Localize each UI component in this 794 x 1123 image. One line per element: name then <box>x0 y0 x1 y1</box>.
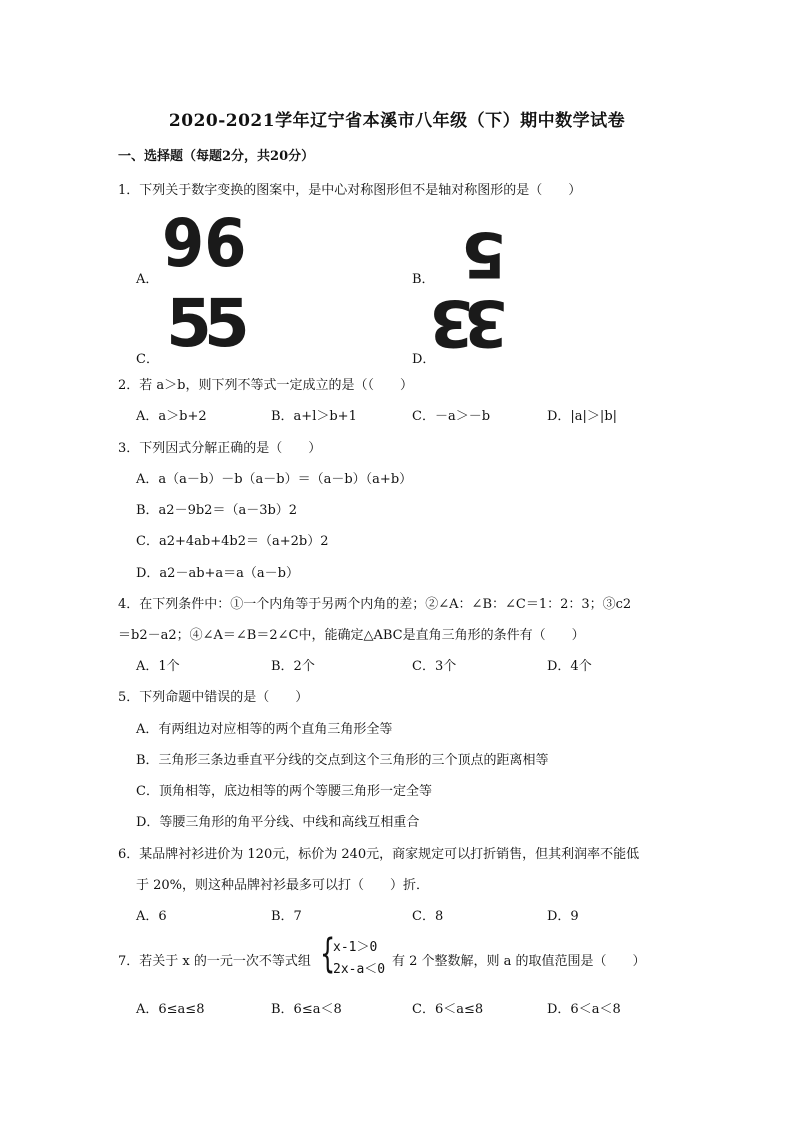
q4-option-d: D．4个 <box>547 659 592 674</box>
q6-option-a: A．6 <box>136 909 167 924</box>
q4-line-1: 4．在下列条件中：①一个内角等于另两个内角的差；②∠A：∠B：∠C＝1：2：3；③c2 <box>118 597 632 612</box>
q1-option-d-label: D． <box>412 352 436 367</box>
q4-option-c: C．3个 <box>412 659 457 674</box>
q1-stem: 1．下列关于数字变换的图案中，是中心对称图形但不是轴对称图形的是（ ） <box>118 183 582 198</box>
q4-line-2: ＝b2－a2；④∠A＝∠B＝2∠C中，能确定△ABC是直角三角形的条件有（ ） <box>118 628 585 643</box>
q1-option-d-figure <box>438 285 508 359</box>
q1-option-b-figure <box>407 218 507 291</box>
q4-option-a: A．1个 <box>136 659 180 674</box>
brace-icon: { <box>320 931 336 977</box>
q7-system-eq2: 2x-a＜0 <box>333 962 386 977</box>
q3-option-c: C．a2+4ab+4b2＝（a+2b）2 <box>136 534 329 549</box>
q7-option-d: D．6＜a＜8 <box>547 1002 621 1017</box>
section-heading: 一、选择题（每题2分，共20分） <box>118 149 315 164</box>
q7-stem-pre: 7．若关于 x 的一元一次不等式组 <box>118 954 311 969</box>
q6-line-2: 于 20%，则这种品牌衬衫最多可以打（ ）折． <box>136 878 430 893</box>
q7-stem-post: 有 2 个整数解，则 a 的取值范围是（ ） <box>392 954 646 969</box>
page-title: 2020-2021学年辽宁省本溪市八年级（下）期中数学试卷 <box>168 111 626 131</box>
q1-option-a-label: A． <box>136 272 159 287</box>
q6-option-d: D．9 <box>547 909 579 924</box>
q2-option-c: C．－a＞－b <box>412 409 491 424</box>
q2-stem: 2．若 a＞b，则下列不等式一定成立的是（（ ） <box>118 378 413 393</box>
q7-option-b: B．6≤a＜8 <box>271 1002 342 1017</box>
q7-option-c: C．6＜a≤8 <box>412 1002 484 1017</box>
q6-line-1: 6．某品牌衬衫进价为 120元，标价为 240元，商家规定可以打折销售，但其利润率不能低 <box>118 847 640 862</box>
q2-option-b: B．a+l＞b+1 <box>271 409 357 424</box>
q4-option-b: B．2个 <box>271 659 315 674</box>
q1-option-b-label: B． <box>412 272 435 287</box>
q1-option-c-label: C． <box>136 352 159 367</box>
q6-option-b: B．7 <box>271 909 302 924</box>
q1-option-c-figure: 55 <box>166 285 242 362</box>
q3-option-a: A．a（a－b）－b（a－b）＝（a－b）（a+b） <box>136 472 413 487</box>
q2-option-a: A．a＞b+2 <box>136 409 207 424</box>
q5-stem: 5．下列命题中错误的是（ ） <box>118 690 309 705</box>
q5-option-d: D．等腰三角形的角平分线、中线和高线互相重合 <box>136 815 420 830</box>
q6-option-c: C．8 <box>412 909 444 924</box>
q1-option-b-glyph: 5 <box>461 218 507 291</box>
q7-option-a: A．6≤a≤8 <box>136 1002 205 1017</box>
q5-option-c: C．顶角相等，底边相等的两个等腰三角形一定全等 <box>136 784 432 799</box>
q5-option-a: A．有两组边对应相等的两个直角三角形全等 <box>136 722 393 737</box>
q3-stem: 3．下列因式分解正确的是（ ） <box>118 441 322 456</box>
q3-option-b: B．a2－9b2＝（a－3b）2 <box>136 503 298 518</box>
q1-option-a-figure: 96 <box>162 205 247 282</box>
q2-option-d: D．|a|＞|b| <box>547 409 618 424</box>
q7-system-eq1: x-1＞0 <box>333 940 378 955</box>
q1-option-d-glyph: 33 <box>438 285 508 359</box>
q5-option-b: B．三角形三条边垂直平分线的交点到这个三角形的三个顶点的距离相等 <box>136 753 549 768</box>
q3-option-d: D．a2－ab+a＝a（a－b） <box>136 566 299 581</box>
